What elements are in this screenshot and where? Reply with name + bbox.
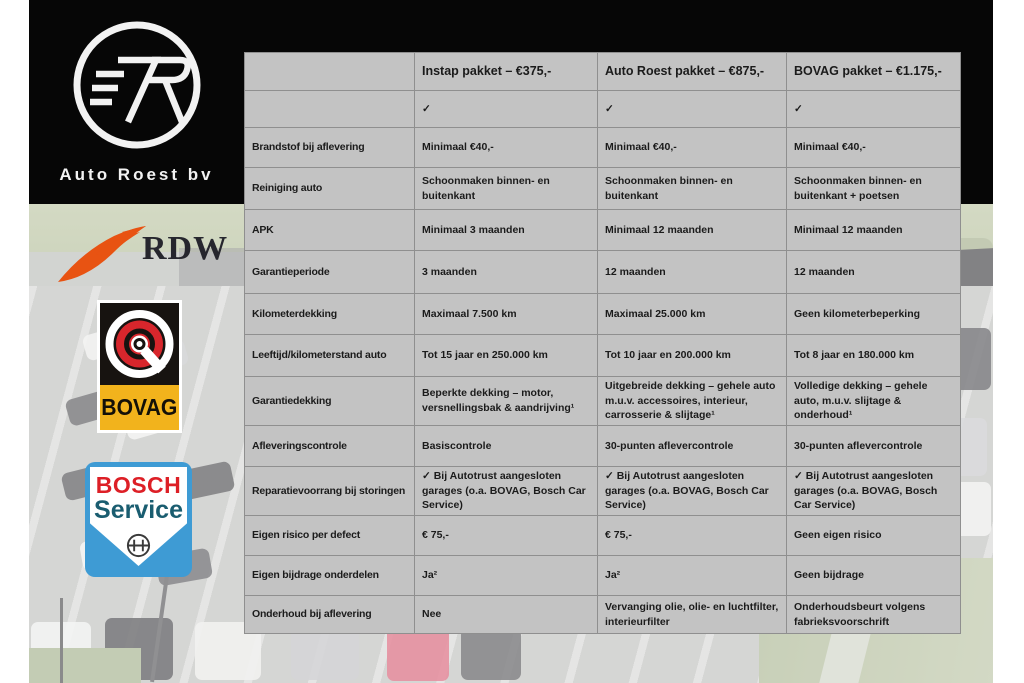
- table-row: [245, 294, 961, 335]
- table-row: [245, 210, 961, 251]
- cell: Tot 10 jaar en 200.000 km: [598, 335, 787, 377]
- column-header-auto-roest-pakket: Auto Roest pakket – €875,-: [598, 53, 787, 91]
- row-label: Kilometerdekking: [245, 294, 415, 335]
- bovag-target-icon: [100, 303, 179, 385]
- cell: Ja²: [415, 556, 598, 596]
- cell: € 75,-: [598, 516, 787, 556]
- table-row: [245, 426, 961, 467]
- table-row: [245, 168, 961, 210]
- row-label: Eigen risico per defect: [245, 516, 415, 556]
- cell: 30-punten aflevercontrole: [787, 426, 961, 467]
- row-label: Reiniging auto: [245, 168, 415, 210]
- row-label: [245, 91, 415, 128]
- table-row: [245, 91, 961, 128]
- cell: Minimaal €40,-: [415, 128, 598, 168]
- cell: Onderhoudsbeurt volgens fabrieksvoorschrift: [787, 596, 961, 634]
- table-row: [245, 377, 961, 426]
- cell: Tot 15 jaar en 250.000 km: [415, 335, 598, 377]
- package-comparison-table: [244, 52, 961, 634]
- cell: Geen kilometerbeperking: [787, 294, 961, 335]
- table-row: [245, 556, 961, 596]
- cell: Uitgebreide dekking – gehele auto m.u.v. accessoires, interieur, carrosserie & slijtage¹: [598, 377, 787, 426]
- auto-roest-logo: [29, 0, 244, 204]
- cell: Schoonmaken binnen- en buitenkant: [415, 168, 598, 210]
- bosch-wordmark: BOSCH: [95, 472, 182, 498]
- cell: Basiscontrole: [415, 426, 598, 467]
- bosch-armature-icon: [125, 532, 152, 559]
- table-row: [245, 335, 961, 377]
- cell: Volledige dekking – gehele auto, m.u.v. slijtage & onderhoud¹: [787, 377, 961, 426]
- cell: 3 maanden: [415, 251, 598, 294]
- column-header-bovag-pakket: BOVAG pakket – €1.175,-: [787, 53, 961, 91]
- cell: ✓ Bij Autotrust aangesloten garages (o.a. BOVAG, Bosch Car Service): [598, 467, 787, 516]
- cell-checkmark: ✓: [415, 91, 598, 128]
- cell: 30-punten aflevercontrole: [598, 426, 787, 467]
- cell: Geen eigen risico: [787, 516, 961, 556]
- row-label: APK: [245, 210, 415, 251]
- cell: Maximaal 7.500 km: [415, 294, 598, 335]
- rdw-wordmark: RDW: [142, 230, 229, 267]
- auto-roest-emblem-icon: [70, 18, 204, 152]
- column-header-instap-pakket: Instap pakket – €375,-: [415, 53, 598, 91]
- corner-cell: [245, 53, 415, 91]
- cell: Vervanging olie, olie- en luchtfilter, interieurfilter: [598, 596, 787, 634]
- cell: ✓ Bij Autotrust aangesloten garages (o.a. BOVAG, Bosch Car Service): [415, 467, 598, 516]
- rdw-logo: [56, 224, 229, 286]
- table-row: [245, 128, 961, 168]
- bosch-service-wordmark: Service: [94, 496, 183, 524]
- row-label: Garantieperiode: [245, 251, 415, 294]
- dealer-name: Auto Roest bv: [59, 165, 214, 184]
- cell: Geen bijdrage: [787, 556, 961, 596]
- row-label: Afleveringscontrole: [245, 426, 415, 467]
- row-label: Brandstof bij aflevering: [245, 128, 415, 168]
- bovag-logo: [97, 300, 182, 433]
- cell: 12 maanden: [598, 251, 787, 294]
- cell: Schoonmaken binnen- en buitenkant + poetsen: [787, 168, 961, 210]
- table-row: [245, 251, 961, 294]
- bovag-wordmark-band: [100, 385, 179, 430]
- row-label: Leeftijd/kilometerstand auto: [245, 335, 415, 377]
- cell: Tot 8 jaar en 180.000 km: [787, 335, 961, 377]
- cell: ✓ Bij Autotrust aangesloten garages (o.a. BOVAG, Bosch Car Service): [787, 467, 961, 516]
- cell: Beperkte dekking – motor, versnellingsbak & aandrijving¹: [415, 377, 598, 426]
- table-row: [245, 596, 961, 634]
- bovag-wordmark: BOVAG: [101, 394, 178, 420]
- row-label: Onderhoud bij aflevering: [245, 596, 415, 634]
- table-header-row: [245, 53, 961, 91]
- row-label: Garantiedekking: [245, 377, 415, 426]
- cell: Ja²: [598, 556, 787, 596]
- cell: Minimaal 12 maanden: [787, 210, 961, 251]
- cell-checkmark: ✓: [787, 91, 961, 128]
- cell: 12 maanden: [787, 251, 961, 294]
- bosch-service-logo: [85, 462, 192, 577]
- cell: Minimaal €40,-: [787, 128, 961, 168]
- cell: Minimaal €40,-: [598, 128, 787, 168]
- row-label: Reparatievoorrang bij storingen: [245, 467, 415, 516]
- cell: Schoonmaken binnen- en buitenkant: [598, 168, 787, 210]
- table-row: [245, 516, 961, 556]
- cell: Minimaal 3 maanden: [415, 210, 598, 251]
- table-row: [245, 467, 961, 516]
- rdw-flame-icon: [56, 224, 148, 286]
- cell: Nee: [415, 596, 598, 634]
- cell: € 75,-: [415, 516, 598, 556]
- cell-checkmark: ✓: [598, 91, 787, 128]
- cell: Maximaal 25.000 km: [598, 294, 787, 335]
- cell: Minimaal 12 maanden: [598, 210, 787, 251]
- row-label: Eigen bijdrage onderdelen: [245, 556, 415, 596]
